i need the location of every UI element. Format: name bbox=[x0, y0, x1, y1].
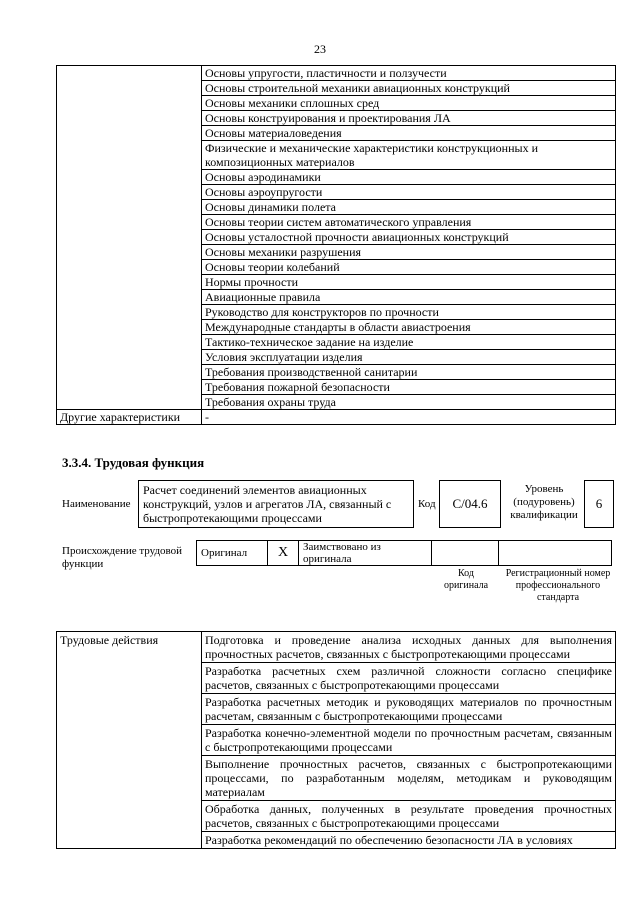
origin-table bbox=[196, 540, 612, 566]
knowledge-item: Основы теории систем автоматического управления bbox=[202, 215, 616, 230]
knowledge-item: Тактико-техническое задание на изделие bbox=[202, 335, 616, 350]
knowledge-empty-cell bbox=[57, 66, 202, 410]
knowledge-item: Основы материаловедения bbox=[202, 126, 616, 141]
knowledge-item: Требования пожарной безопасности bbox=[202, 380, 616, 395]
function-code-box: С/04.6 bbox=[439, 480, 501, 528]
action-item: Выполнение прочностных расчетов, связанных с быстропротекающими процессами, по разработанным моделям, методикам и руководящим материалам bbox=[202, 756, 616, 801]
action-item: Разработка рекомендаций по обеспечению безопасности ЛА в условиях bbox=[202, 832, 616, 849]
knowledge-item: Физические и механические характеристики конструкционных и композиционных материалов bbox=[202, 141, 616, 170]
knowledge-item: Основы механики разрушения bbox=[202, 245, 616, 260]
action-row bbox=[57, 632, 616, 663]
knowledge-item: Основы динамики полета bbox=[202, 200, 616, 215]
other-characteristics-label: Другие характеристики bbox=[57, 410, 202, 425]
original-label: Оригинал bbox=[197, 541, 268, 566]
registration-note: Регистрационный номер профессионального стандарта bbox=[505, 568, 611, 603]
knowledge-item: Основы теории колебаний bbox=[202, 260, 616, 275]
page-number: 23 bbox=[314, 42, 326, 56]
other-characteristics-value: - bbox=[202, 410, 616, 425]
knowledge-row bbox=[57, 66, 616, 81]
action-item: Разработка расчетных методик и руководящих материалов по прочностным расчетам, связанным с быстропротекающими процессами bbox=[202, 694, 616, 725]
knowledge-item: Международные стандарты в области авиастроения bbox=[202, 320, 616, 335]
knowledge-item: Авиационные правила bbox=[202, 290, 616, 305]
knowledge-item: Основы упругости, пластичности и ползучести bbox=[202, 66, 616, 81]
other-characteristics-row bbox=[57, 410, 616, 425]
knowledge-item: Условия эксплуатации изделия bbox=[202, 350, 616, 365]
registration-cell bbox=[499, 541, 612, 566]
knowledge-item: Требования охраны труда bbox=[202, 395, 616, 410]
borrowed-label: Заимствовано из оригинала bbox=[299, 541, 432, 566]
knowledge-item: Нормы прочности bbox=[202, 275, 616, 290]
knowledge-item: Основы механики сплошных сред bbox=[202, 96, 616, 111]
section-title: 3.3.4. Трудовая функция bbox=[62, 455, 205, 470]
action-item: Разработка расчетных схем различной сложности согласно специфике расчетов, связанных с быстропротекающими процессами bbox=[202, 663, 616, 694]
actions-label: Трудовые действия bbox=[57, 632, 202, 849]
knowledge-item: Основы конструирования и проектирования ЛА bbox=[202, 111, 616, 126]
origin-code-cell bbox=[432, 541, 499, 566]
knowledge-item: Основы усталостной прочности авиационных конструкций bbox=[202, 230, 616, 245]
original-mark: X bbox=[268, 541, 299, 566]
function-name-box: Расчет соединений элементов авиационных конструкций, узлов и агрегатов ЛА, связанный с быстропротекающими процессами bbox=[138, 480, 414, 528]
action-item: Разработка конечно-элементной модели по прочностным расчетам, связанным с быстропротекающими процессами bbox=[202, 725, 616, 756]
actions-table bbox=[56, 631, 616, 849]
code-label: Код bbox=[418, 498, 436, 510]
knowledge-item: Основы аэроупругости bbox=[202, 185, 616, 200]
level-label: Уровень (подуровень) квалификации bbox=[510, 483, 578, 521]
level-value-box: 6 bbox=[584, 480, 614, 528]
knowledge-item: Основы аэродинамики bbox=[202, 170, 616, 185]
knowledge-table bbox=[56, 65, 616, 425]
action-item: Обработка данных, полученных в результате проведения прочностных расчетов, связанных с быстропротекающими процессами bbox=[202, 801, 616, 832]
origin-label: Происхождение трудовой функции bbox=[62, 545, 183, 570]
action-item: Подготовка и проведение анализа исходных данных для выполнения прочностных расчетов, связанных с быстропротекающими процессами bbox=[202, 632, 616, 663]
name-label: Наименование bbox=[62, 498, 131, 510]
knowledge-item: Требования производственной санитарии bbox=[202, 365, 616, 380]
code-original-note: Код оригинала bbox=[443, 568, 489, 591]
knowledge-item: Основы строительной механики авиационных конструкций bbox=[202, 81, 616, 96]
knowledge-item: Руководство для конструкторов по прочности bbox=[202, 305, 616, 320]
